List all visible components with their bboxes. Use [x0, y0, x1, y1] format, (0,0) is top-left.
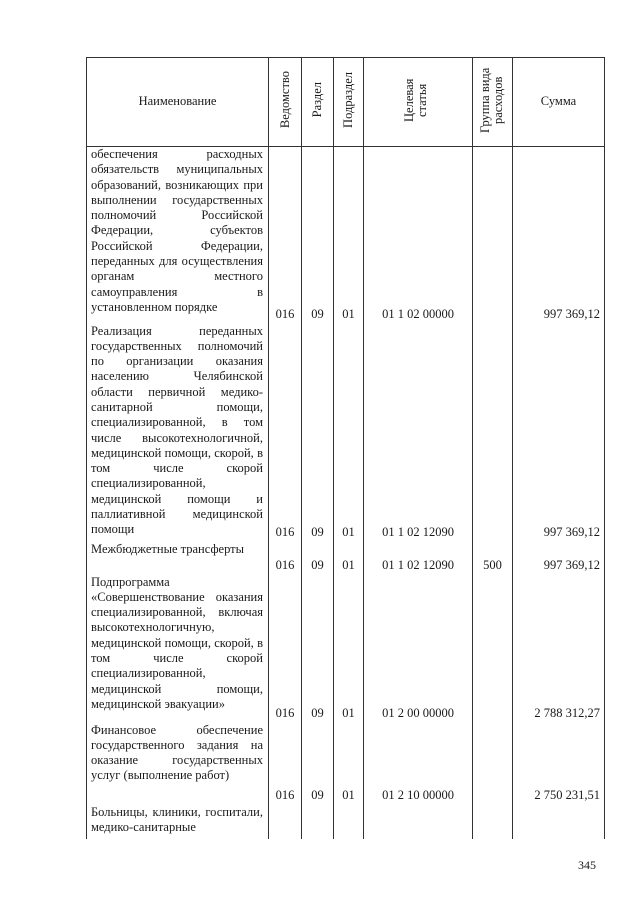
row-razdel: 09 [302, 542, 334, 575]
row-razdel: 09 [302, 147, 334, 324]
row-summa: 997 369,12 [513, 542, 605, 575]
row-podrazdel: 01 [334, 575, 364, 723]
row-celevaya: 01 2 00 00000 [364, 575, 473, 723]
row-gruppa [473, 324, 513, 542]
header-celevaya-label: Целевая статья [402, 78, 429, 122]
row-name: Подпрограмма «Совершенствование оказания специализированной, включая высокотехнологичную, медицинской помощи, скорой, в том числе скорой специализированной, медицинской помощи, медицинской эвакуации» [91, 574, 263, 711]
row-gruppa [473, 147, 513, 324]
row-gruppa: 500 [473, 542, 513, 575]
header-razdel [302, 58, 334, 147]
row-summa: 2 750 231,51 [513, 723, 605, 805]
row-name: обеспечения расходных обязательств муниципальных образований, возникающих при выполнении государственных полномочий Российской Федерации, субъектов Российской Федерации, переданных для осуществления органам местного самоуправления в установленном порядке [91, 147, 263, 314]
row-celevaya [364, 805, 473, 839]
row-gruppa [473, 723, 513, 805]
table-row [87, 324, 605, 542]
row-vedomstvo: 016 [269, 542, 302, 575]
row-celevaya: 01 1 02 12090 [364, 542, 473, 575]
table-row [87, 805, 605, 839]
row-vedomstvo: 016 [269, 575, 302, 723]
row-razdel: 09 [302, 723, 334, 805]
row-name: Больницы, клиники, госпитали, медико-санитарные [91, 804, 263, 834]
header-vedomstvo-label: Ведомство [277, 71, 292, 129]
table-row [87, 542, 605, 575]
header-podrazdel-label: Подраздел [341, 71, 355, 128]
row-vedomstvo: 016 [269, 723, 302, 805]
header-name: Наименование [87, 58, 269, 147]
header-celevaya [364, 58, 473, 147]
header-gruppa [473, 58, 513, 147]
row-gruppa [473, 575, 513, 723]
row-vedomstvo: 016 [269, 324, 302, 542]
row-name: Реализация переданных государственных полномочий по организации оказания населению Челябинской области первичной медико-санитарной помощи, специализированной, в том числе высокотехнологичной, медицинской помощи, скорой, в том числе скорой специализированной, медицинской помощи и паллиативной медицинской помощи [91, 323, 263, 537]
header-summa: Сумма [513, 58, 605, 147]
row-podrazdel: 01 [334, 324, 364, 542]
row-name: Межбюджетные трансферты [91, 541, 245, 556]
row-razdel: 09 [302, 324, 334, 542]
row-name-cell [87, 723, 269, 805]
row-summa: 997 369,12 [513, 324, 605, 542]
row-celevaya: 01 1 02 00000 [364, 147, 473, 324]
row-summa: 2 788 312,27 [513, 575, 605, 723]
row-podrazdel: 01 [334, 723, 364, 805]
row-gruppa [473, 805, 513, 839]
row-podrazdel: 01 [334, 542, 364, 575]
row-name-cell [87, 805, 269, 839]
row-name-cell [87, 542, 269, 575]
table-header-row [87, 58, 605, 147]
row-vedomstvo: 016 [269, 147, 302, 324]
row-vedomstvo [269, 805, 302, 839]
row-name-cell [87, 324, 269, 542]
row-razdel: 09 [302, 575, 334, 723]
table-row [87, 147, 605, 324]
row-podrazdel [334, 805, 364, 839]
row-razdel [302, 805, 334, 839]
row-name: Финансовое обеспечение государственного задания на оказание государственных услуг (выполнение работ) [91, 722, 263, 783]
header-podrazdel [334, 58, 364, 147]
page-number: 345 [578, 858, 596, 872]
header-razdel-label: Раздел [310, 82, 324, 118]
row-name-cell [87, 575, 269, 723]
table-row [87, 723, 605, 805]
budget-table [86, 57, 605, 839]
row-celevaya: 01 2 10 00000 [364, 723, 473, 805]
header-vedomstvo [269, 58, 302, 147]
row-summa [513, 805, 605, 839]
table-row [87, 575, 605, 723]
row-celevaya: 01 1 02 12090 [364, 324, 473, 542]
row-podrazdel: 01 [334, 147, 364, 324]
row-summa: 997 369,12 [513, 147, 605, 324]
header-gruppa-label: Группа вида расходов [477, 67, 505, 133]
row-name-cell [87, 147, 269, 324]
